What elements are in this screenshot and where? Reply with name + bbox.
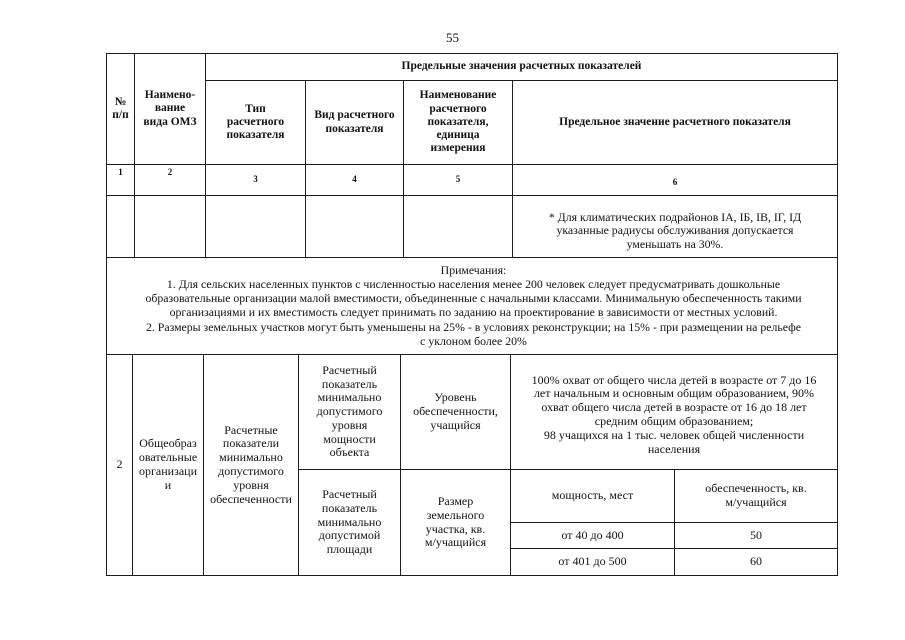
table-rule	[106, 195, 838, 196]
notes-block	[110, 263, 837, 348]
column-number: 6	[672, 176, 678, 187]
table-border-right	[837, 53, 838, 576]
column-number: 4	[352, 173, 357, 184]
indicator-name-provision: Уровень обеспеченности, учащийся	[413, 390, 498, 432]
capacity-range: от 40 до 400	[561, 527, 624, 542]
header-omz-name: Наимено- вание вида ОМЗ	[143, 89, 197, 128]
table-rule	[106, 164, 838, 165]
group-header: Предельные значения расчетных показателей	[401, 60, 642, 73]
indicator-kind-area: Расчетный показатель минимально допустимой площади	[317, 487, 382, 557]
provision-value: 60	[750, 554, 762, 569]
column-number: 5	[455, 173, 461, 184]
table-border-bottom	[106, 575, 838, 576]
header-limit-value: Предельное значение расчетного показателя	[559, 115, 791, 128]
notes-title: Примечания:	[440, 263, 507, 277]
notes-line: образовательные организации малой вместимости, объединенные с начальными классами. Минимальную обеспеченность такими	[145, 291, 802, 306]
header-indicator-name: Наименование расчетного показателя, единица измерения	[419, 89, 497, 155]
notes-line: с уклоном более 20%	[420, 333, 527, 348]
header-number: № п/п	[112, 95, 129, 121]
column-number: 3	[253, 173, 258, 184]
inner-header-provision: обеспеченность, кв. м/учащийся	[705, 481, 807, 509]
page-number: 55	[446, 30, 459, 45]
limit-value-provision: 100% охват от общего числа детей в возрасте от 7 до 16 лет начальным и основным общим образованием, 90% охват общего числа детей в возрасте от 16 до 18 лет средним общим образованием; 98 учащихся на 1 тыс. человек общей численности населения	[531, 372, 817, 456]
indicator-type-cell: Расчетные показатели минимально допустимого уровня обеспеченности	[210, 422, 292, 506]
row-number: 2	[116, 457, 123, 472]
notes-line: 2. Размеры земельных участков могут быть уменьшены на 25% - в условиях реконструкции; на 15% - при размещении на рельефе	[145, 319, 801, 334]
table-rule	[106, 257, 838, 258]
provision-value: 50	[750, 527, 762, 542]
header-indicator-type: Тип расчетного показателя	[226, 102, 285, 142]
indicator-name-land-plot: Размер земельного участка, кв. м/учащийся	[424, 493, 487, 550]
notes-line: 1. Для сельских населенных пунктов с численностью населения менее 200 человек следует предусматривать дошкольные	[166, 277, 781, 292]
notes-line: организациями и их вместимость следует принимать по заданию на проектирование в зависимости от местных условий.	[169, 305, 778, 320]
omz-name-cell: Общеобраз овательные организаци и	[138, 436, 198, 492]
column-number: 1	[118, 166, 123, 177]
footnote-climate-subregions: * Для климатических подрайонов IA, IБ, IB, IГ, IД указанные радиусы обслуживания допускается уменьшать на 30%.	[548, 209, 802, 251]
capacity-range: от 401 до 500	[558, 554, 627, 569]
inner-header-capacity: мощность, мест	[551, 488, 634, 503]
header-indicator-kind: Вид расчетного показателя	[314, 109, 395, 135]
indicator-kind-capacity: Расчетный показатель минимально допустимого уровня мощности объекта	[316, 362, 383, 460]
column-number: 2	[167, 166, 173, 177]
